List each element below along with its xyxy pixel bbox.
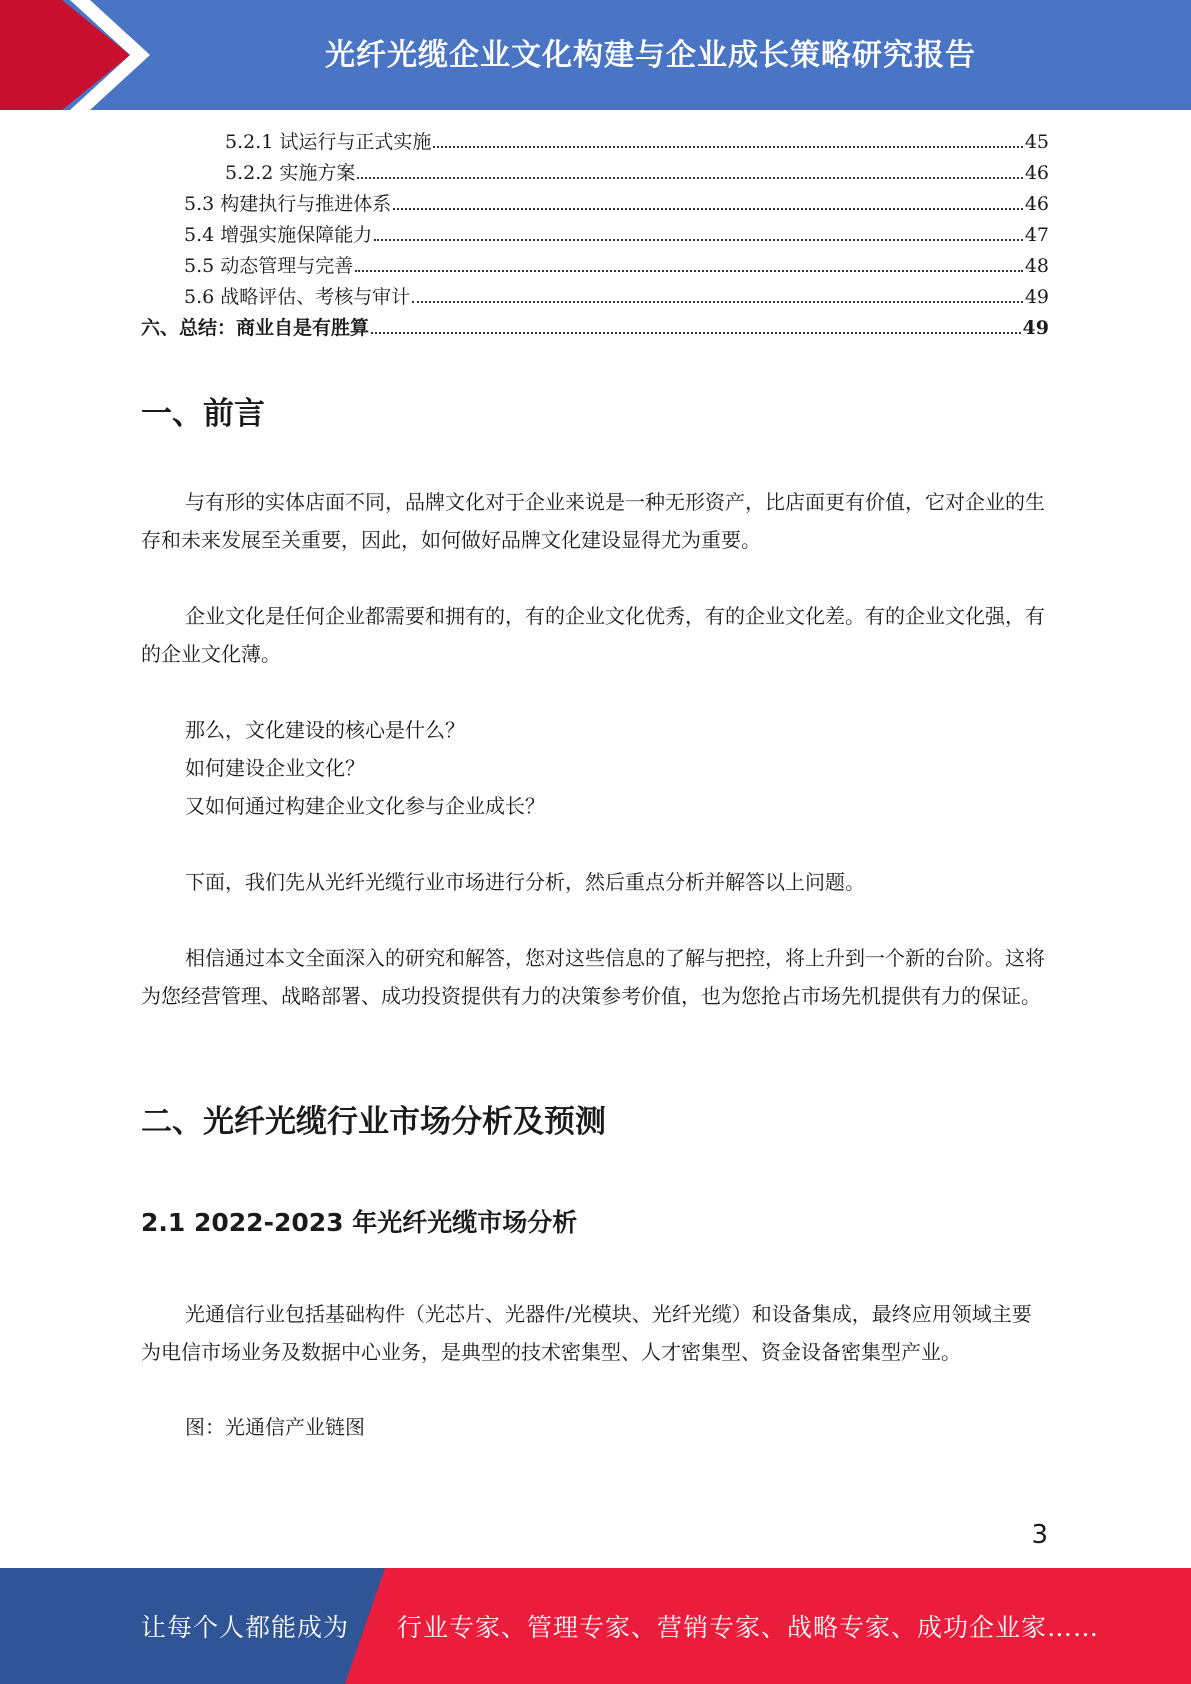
page-header <box>0 0 1191 110</box>
toc-entry-label: 5.2.2 实施方案 <box>225 162 356 184</box>
toc-entry-page: 46 <box>1024 162 1049 184</box>
section-heading: 一、前言 <box>141 396 265 432</box>
toc-entry-page: 45 <box>1024 131 1049 153</box>
toc-entry[interactable] <box>141 251 1049 282</box>
toc-leader <box>393 208 1023 210</box>
toc-entry-page: 46 <box>1024 193 1049 215</box>
toc-leader <box>355 270 1023 272</box>
question-line: 那么，文化建设的核心是什么？ <box>185 718 465 742</box>
toc-leader <box>371 332 1021 334</box>
toc-entry-page: 48 <box>1024 255 1049 277</box>
question-line: 如何建设企业文化？ <box>185 756 365 780</box>
toc-entry-page: 49 <box>1022 317 1049 339</box>
table-of-contents <box>141 127 1049 344</box>
paragraph: 光通信行业包括基础构件（光芯片、光器件/光模块、光纤光缆）和设备集成，最终应用领域主要为电信市场业务及数据中心业务，是典型的技术密集型、人才密集型、资金设备密集型产业。 <box>141 1302 1032 1364</box>
toc-entry-label: 5.4 增强实施保障能力 <box>184 224 373 246</box>
toc-entry-label: 5.5 动态管理与完善 <box>184 255 354 277</box>
paragraph: 与有形的实体店面不同，品牌文化对于企业来说是一种无形资产，比店面更有价值，它对企业的生存和未来发展至关重要，因此，如何做好品牌文化建设显得尤为重要。 <box>141 490 1045 552</box>
paragraph: 相信通过本文全面深入的研究和解答，您对这些信息的了解与把控，将上升到一个新的台阶。这将为您经营管理、战略部署、成功投资提供有力的决策参考价值，也为您抢占市场先机提供有力的保证。 <box>141 946 1045 1008</box>
toc-entry[interactable] <box>141 282 1049 313</box>
footer-slogan-left: 让每个人都能成为 <box>141 1613 350 1642</box>
toc-entry-page: 47 <box>1024 224 1049 246</box>
paragraph: 企业文化是任何企业都需要和拥有的，有的企业文化优秀，有的企业文化差。有的企业文化强，有的企业文化薄。 <box>141 604 1045 666</box>
toc-leader <box>433 146 1022 148</box>
page-footer <box>0 1568 1191 1684</box>
question-line: 又如何通过构建企业文化参与企业成长？ <box>185 794 545 818</box>
subsection-heading: 2.1 2022-2023 年光纤光缆市场分析 <box>141 1208 578 1237</box>
footer-slogan-right: 行业专家、管理专家、营销专家、战略专家、成功企业家…… <box>397 1613 1100 1642</box>
page-number: 3 <box>1031 1520 1048 1550</box>
toc-entry-label: 5.6 战略评估、考核与审计 <box>184 286 411 308</box>
toc-entry-page: 49 <box>1024 286 1049 308</box>
paragraph: 下面，我们先从光纤光缆行业市场进行分析，然后重点分析并解答以上问题。 <box>185 870 865 894</box>
section-heading: 二、光纤光缆行业市场分析及预测 <box>141 1104 606 1140</box>
toc-entry-label: 六、总结：商业自是有胜算 <box>141 317 370 339</box>
toc-entry[interactable] <box>141 313 1049 344</box>
toc-entry-label: 5.3 构建执行与推进体系 <box>184 193 392 215</box>
toc-entry[interactable] <box>141 158 1049 189</box>
toc-entry[interactable] <box>141 220 1049 251</box>
toc-entry[interactable] <box>141 189 1049 220</box>
header-chevron-icon <box>0 0 160 110</box>
toc-leader <box>412 301 1023 303</box>
figure-caption: 图：光通信产业链图 <box>185 1415 365 1439</box>
toc-entry[interactable] <box>141 127 1049 158</box>
toc-leader <box>374 239 1023 241</box>
report-title: 光纤光缆企业文化构建与企业成长策略研究报告 <box>325 38 976 73</box>
toc-entry-label: 5.2.1 试运行与正式实施 <box>225 131 432 153</box>
toc-leader <box>357 177 1022 179</box>
